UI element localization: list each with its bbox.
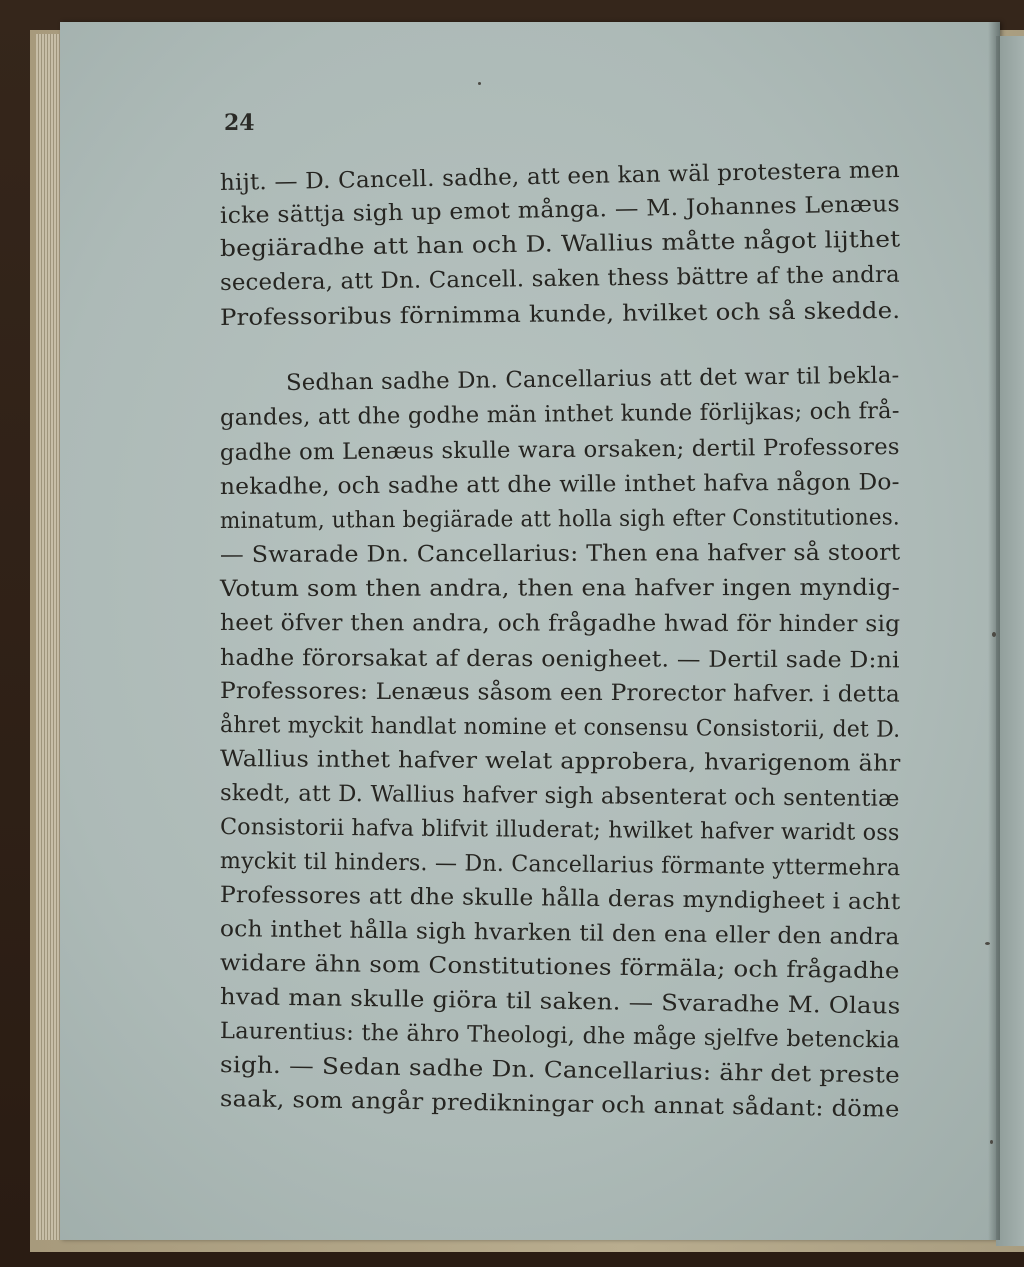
text-line: Professores att dhe skulle hålla deras myndigheet i acht [219,882,901,916]
paper-speck [990,1140,993,1144]
text-line: Professoribus förnimma kunde, hvilket och så skedde. [219,297,901,331]
paper-speck [985,942,990,945]
text-line: saak, som angår predikningar och annat sådant: döme [219,1086,900,1123]
text-line: Laurentius: the ähro Theologi, dhe måge sjelfve betenckia [219,1018,901,1054]
paper-speck [992,632,996,637]
text-line: heet öfver then andra, och frågadhe hwad för hinder sig [219,610,901,638]
text-line: — Swarade Dn. Cancellarius: Then ena hafver så stoort [219,539,901,568]
text-line: widare ähn som Constitutiones förmäla; och frågadhe [219,950,900,985]
text-line: secedera, att Dn. Cancell. saken thess bättre af the andra [219,261,901,296]
text-line: Wallius inthet hafver welat approbera, hvarigenom ähr [219,746,901,777]
text-line: gandes, att dhe godhe män inthet kunde förlijkas; och frå- [219,397,900,431]
text-line: hadhe förorsakat af deras oenigheet. — Dertil sade D:ni [219,645,900,674]
text-line: Consistorii hafva blifvit illuderat; hwilket hafver waridt oss [219,814,900,846]
text-line: sigh. — Sedan sadhe Dn. Cancellarius: ähr det preste [219,1052,901,1089]
text-line: Sedhan sadhe Dn. Cancellarius att det war til bekla- [285,362,900,396]
text-line: Professores: Lenæus såsom een Prorector hafver. i detta [219,678,901,708]
text-line: minatum, uthan begiärade att holla sigh efter Constitutiones. [219,504,900,534]
facing-page-edge [996,36,1024,1246]
text-line: myckit til hinders. — Dn. Cancellarius förmante yttermehra [219,848,901,882]
text-line: gadhe om Lenæus skulle wara orsaken; dertil Professores [219,434,900,466]
text-line: åhret myckit handlat nomine et consensu Consistorii, det D. [219,712,901,743]
gutter-shadow [988,22,1000,1240]
text-line: hvad man skulle giöra til saken. — Svaradhe M. Olaus [219,984,901,1020]
text-line: icke sättja sigh up emot många. — M. Johannes Lenæus [219,191,900,229]
text-line: skedt, att D. Wallius hafver sigh absenterat och sententiæ [219,780,900,812]
text-line: och inthet hålla sigh hvarken til den ena eller den andra [219,916,900,951]
text-line: nekadhe, och sadhe att dhe wille inthet hafva någon Do- [219,469,900,500]
paper-speck [478,82,481,85]
text-line: begiäradhe att han och D. Wallius måtte något lijthet [219,226,901,262]
text-line: hijt. — D. Cancell. sadhe, att een kan wäl protestera men [219,156,901,196]
page-number: 24 [224,110,255,136]
text-line: Votum som then andra, then ena hafver ingen myndig- [219,574,901,602]
